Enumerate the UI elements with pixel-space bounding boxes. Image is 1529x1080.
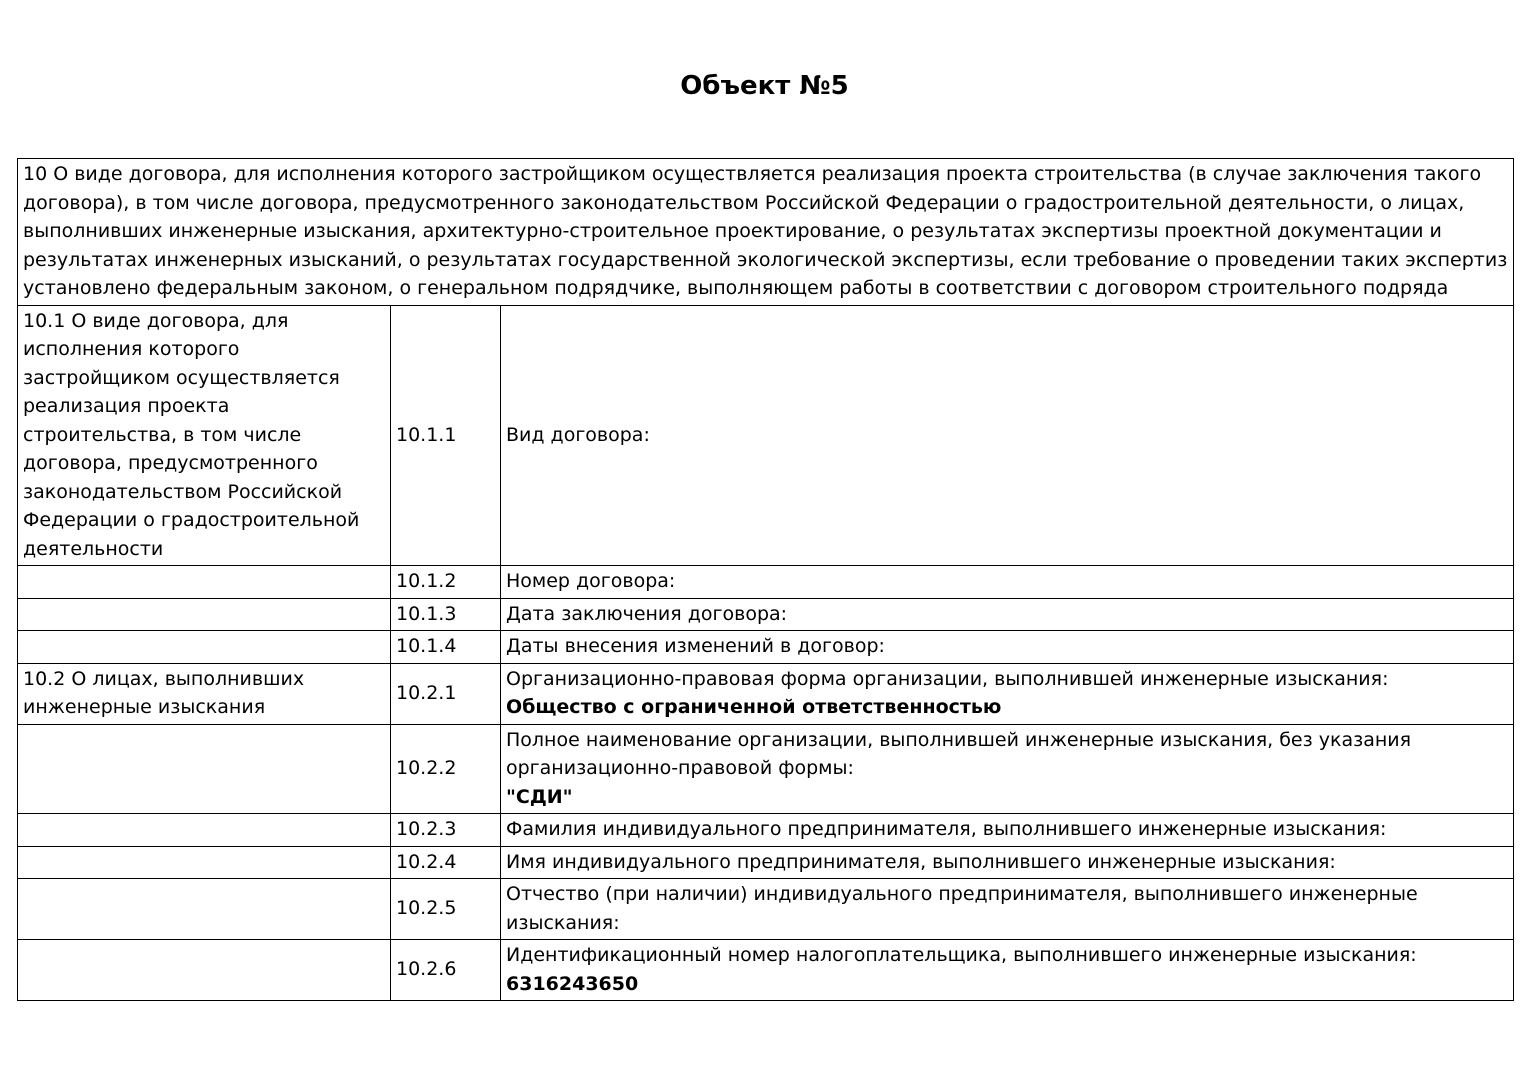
table-row [18,631,1514,664]
table-row [18,846,1514,879]
field-value: Общество с ограниченной ответственностью [506,696,1002,718]
row-content [501,814,1514,847]
row-number: 10.1.1 [391,305,501,566]
row-number: 10.1.4 [391,631,501,664]
field-value: "СДИ" [506,785,573,808]
field-value: 6316243650 [506,972,639,995]
row-number: 10.2.1 [391,663,501,724]
row-number: 10.2.6 [391,940,501,1001]
group-label [18,940,391,1001]
group-label: 10.1 О виде договора, для исполнения которого застройщиком осуществляется реализация проекта строительства, в том числе договора, предусмотренного законодательством Российской Федерации о градостроительной деятельности [18,305,391,566]
group-label [18,724,391,814]
section-header-row [18,159,1514,306]
group-label [18,879,391,940]
row-number: 10.2.3 [391,814,501,847]
table-row [18,305,1514,566]
group-label [18,631,391,664]
field-label: Имя индивидуального предпринимателя, выполнившего инженерные изыскания: [506,850,1336,873]
field-label: Вид договора: [506,423,650,446]
table-row [18,940,1514,1001]
row-content [501,305,1514,566]
table-row [18,814,1514,847]
row-content [501,663,1514,724]
group-label [18,598,391,631]
row-number: 10.1.2 [391,566,501,599]
field-label: Номер договора: [506,570,676,592]
row-content [501,724,1514,814]
row-content [501,846,1514,879]
field-label: Дата заключения договора: [506,602,788,625]
row-content [501,631,1514,664]
row-content [501,879,1514,940]
group-label: 10.2 О лицах, выполнивших инженерные изыскания [18,663,391,724]
table-row [18,724,1514,814]
table-row [18,879,1514,940]
row-number: 10.2.4 [391,846,501,879]
row-content [501,598,1514,631]
row-number: 10.2.5 [391,879,501,940]
table-row [18,598,1514,631]
field-label: Организационно-правовая форма организации, выполнившей инженерные изыскания: [506,667,1389,690]
table-row [18,566,1514,599]
field-label: Даты внесения изменений в договор: [506,635,885,657]
page-title: Объект №5 [680,71,849,101]
section-header: 10 О виде договора, для исполнения которого застройщиком осуществляется реализация проекта строительства (в случае заключения такого договора), в том числе договора, предусмотренного законодательством Российской Федерации о градостроительной деятельности, о лицах, выполнивших инженерные изыскания, архитектурно-строительное проектирование, о результатах экспертизы проектной документации и результатах инженерных изысканий, о результатах государственной экологической экспертизы, если требование о проведении таких экспертиз установлено федеральным законом, о генеральном подрядчике, выполняющем работы в соответствии с договором строительного подряда [18,159,1514,306]
row-number: 10.1.3 [391,598,501,631]
group-label [18,814,391,847]
row-number: 10.2.2 [391,724,501,814]
field-label: Идентификационный номер налогоплательщика, выполнившего инженерные изыскания: [506,944,1417,966]
field-label: Фамилия индивидуального предпринимателя, выполнившего инженерные изыскания: [506,818,1387,840]
group-label [18,566,391,599]
field-label: Полное наименование организации, выполнившей инженерные изыскания, без указания организационно-правовой формы: [506,728,1412,779]
declaration-table [17,158,1514,1001]
table-row [18,663,1514,724]
row-content [501,566,1514,599]
row-content [501,940,1514,1001]
field-label: Отчество (при наличии) индивидуального предпринимателя, выполнившего инженерные изыскания: [506,883,1418,934]
group-label [18,846,391,879]
